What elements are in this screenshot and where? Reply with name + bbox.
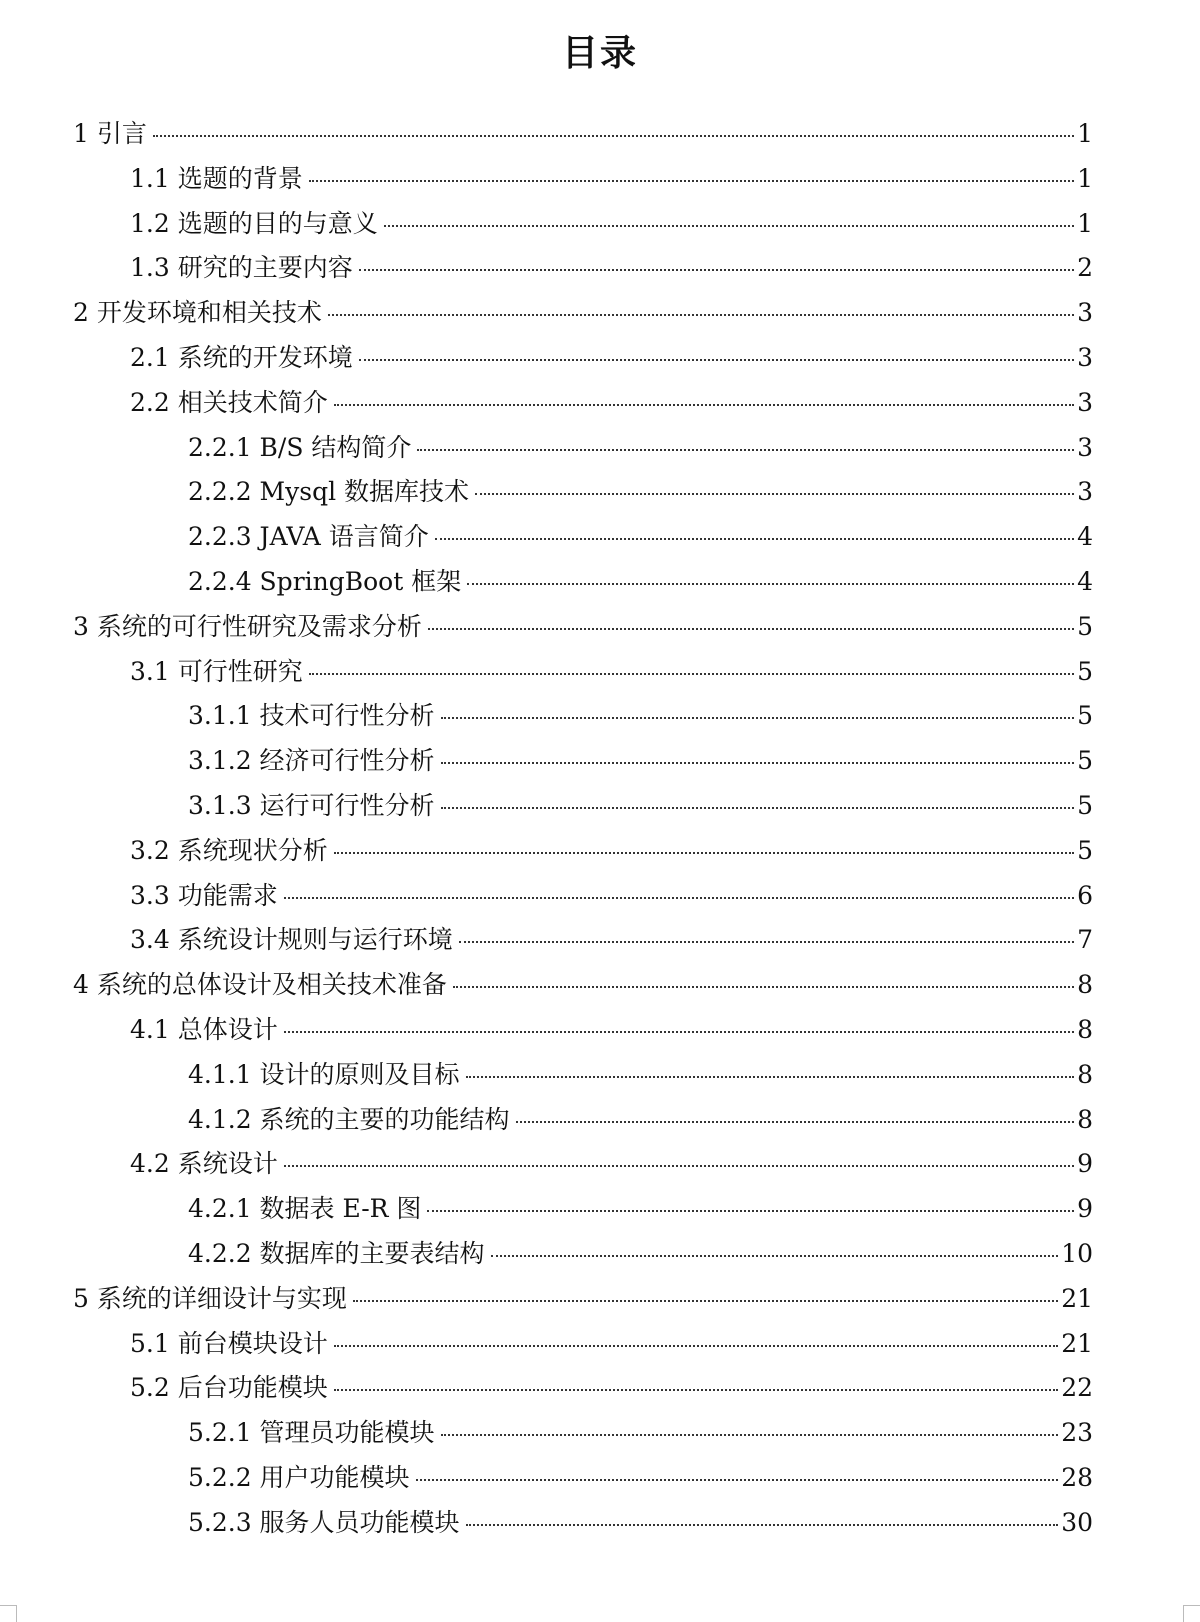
- toc-dot-leader: [427, 1209, 1074, 1212]
- toc-entry-label: 4 系统的总体设计及相关技术准备: [73, 970, 447, 1000]
- page-title: 目录: [561, 33, 638, 74]
- toc-entry-page-number: 22: [1061, 1373, 1093, 1403]
- toc-entry[interactable]: [130, 1324, 1093, 1364]
- toc-dot-leader: [384, 224, 1074, 227]
- toc-entry[interactable]: [130, 383, 1093, 423]
- toc-dot-leader: [441, 716, 1075, 719]
- toc-entry[interactable]: [73, 114, 1093, 154]
- toc-entry[interactable]: [188, 1055, 1093, 1095]
- toc-dot-leader: [475, 492, 1074, 495]
- toc-entry[interactable]: [130, 1144, 1093, 1184]
- toc-entry-page-number: 10: [1061, 1239, 1093, 1268]
- toc-dot-leader: [516, 1120, 1075, 1123]
- toc-entry[interactable]: [188, 1100, 1093, 1140]
- toc-entry-page-number: 5: [1077, 611, 1093, 641]
- toc-entry-page-number: 4: [1077, 567, 1093, 596]
- toc-entry[interactable]: [73, 293, 1093, 333]
- toc-dot-leader: [334, 403, 1074, 406]
- toc-entry-page-number: 5: [1077, 791, 1093, 820]
- toc-entry-page-number: 30: [1061, 1507, 1093, 1537]
- toc-entry-page-number: 5: [1077, 656, 1093, 686]
- toc-dot-leader: [309, 672, 1074, 675]
- toc-entry[interactable]: [188, 428, 1093, 468]
- toc-entry-label: 2.1 系统的开发环境: [130, 343, 353, 372]
- toc-entry[interactable]: [188, 696, 1093, 736]
- toc-entry[interactable]: [130, 831, 1093, 871]
- toc-entry-label: 1.2 选题的目的与意义: [130, 208, 378, 238]
- toc-entry-page-number: 1: [1077, 119, 1093, 148]
- toc-dot-leader: [416, 1478, 1059, 1481]
- toc-entry[interactable]: [130, 338, 1093, 378]
- toc-entry-page-number: 8: [1077, 1059, 1093, 1089]
- toc-entry[interactable]: [188, 562, 1093, 602]
- toc-entry[interactable]: [188, 1413, 1093, 1453]
- toc-entry-label: 3 系统的可行性研究及需求分析: [73, 611, 422, 641]
- toc-entry[interactable]: [188, 786, 1093, 826]
- toc-dot-leader: [153, 134, 1074, 137]
- toc-entry-label: 2.2.1 B/S 结构简介: [188, 432, 412, 462]
- toc-entry-page-number: 3: [1077, 387, 1093, 417]
- toc-entry-page-number: 2: [1077, 253, 1093, 283]
- toc-entry-label: 5.2.1 管理员功能模块: [188, 1418, 435, 1448]
- toc-entry-label: 1.3 研究的主要内容: [130, 253, 353, 283]
- toc-entry-label: 2.2.3 JAVA 语言简介: [188, 522, 429, 552]
- toc-entry-label: 4.1.2 系统的主要的功能结构: [188, 1104, 510, 1134]
- toc-entry-label: 1.1 选题的背景: [130, 163, 303, 193]
- toc-entry-label: 3.2 系统现状分析: [130, 835, 328, 865]
- page-corner-mark-left: [0, 1605, 17, 1622]
- toc-entry-label: 2.2.2 Mysql 数据库技术: [188, 477, 470, 507]
- toc-entry-page-number: 21: [1061, 1328, 1093, 1358]
- toc-entry[interactable]: [130, 159, 1093, 199]
- toc-entry[interactable]: [188, 1458, 1093, 1498]
- toc-entry-page-number: 1: [1077, 163, 1093, 193]
- toc-entry-page-number: 4: [1077, 522, 1093, 552]
- toc-dot-leader: [359, 268, 1074, 271]
- toc-entry-page-number: 8: [1077, 970, 1093, 1000]
- toc-entry[interactable]: [130, 652, 1093, 692]
- toc-dot-leader: [353, 1299, 1058, 1302]
- toc-dot-leader: [334, 851, 1074, 854]
- toc-dot-leader: [441, 806, 1075, 809]
- toc-dot-leader: [491, 1254, 1059, 1257]
- toc-entry-page-number: 8: [1077, 1104, 1093, 1134]
- toc-entry-label: 5.2.2 用户功能模块: [188, 1463, 410, 1492]
- toc-dot-leader: [453, 985, 1074, 988]
- toc-dot-leader: [466, 1075, 1075, 1078]
- toc-entry-label: 2.2.4 SpringBoot 框架: [188, 567, 462, 596]
- toc-entry-page-number: 23: [1061, 1418, 1093, 1448]
- toc-dot-leader: [467, 582, 1074, 585]
- toc-entry[interactable]: [130, 920, 1093, 960]
- toc-entry-page-number: 21: [1061, 1283, 1093, 1313]
- toc-dot-leader: [359, 358, 1074, 361]
- toc-dot-leader: [284, 1164, 1074, 1167]
- toc-dot-leader: [435, 537, 1074, 540]
- toc-entry-page-number: 9: [1077, 1194, 1093, 1224]
- toc-entry[interactable]: [188, 472, 1093, 512]
- toc-entry-page-number: 5: [1077, 746, 1093, 776]
- toc-entry[interactable]: [130, 1368, 1093, 1408]
- toc-entry[interactable]: [130, 204, 1093, 244]
- toc-dot-leader: [441, 1433, 1059, 1436]
- toc-entry-label: 2.2 相关技术简介: [130, 387, 328, 417]
- toc-entry[interactable]: [130, 876, 1093, 916]
- toc-entry[interactable]: [130, 248, 1093, 288]
- toc-entry[interactable]: [73, 1279, 1093, 1319]
- toc-entry-page-number: 28: [1061, 1463, 1093, 1492]
- toc-dot-leader: [441, 761, 1075, 764]
- toc-entry-page-number: 7: [1077, 925, 1093, 955]
- toc-entry-label: 1 引言: [73, 119, 147, 148]
- toc-dot-leader: [417, 448, 1074, 451]
- toc-entry[interactable]: [188, 741, 1093, 781]
- toc-entry-page-number: 5: [1077, 835, 1093, 865]
- toc-entry-label: 4.2 系统设计: [130, 1149, 278, 1179]
- toc-entry[interactable]: [188, 1234, 1093, 1274]
- toc-entry-label: 5.2 后台功能模块: [130, 1373, 328, 1403]
- toc-entry-page-number: 3: [1077, 432, 1093, 462]
- toc-dot-leader: [284, 896, 1074, 899]
- toc-entry-page-number: 3: [1077, 343, 1093, 372]
- toc-entry-label: 4.2.2 数据库的主要表结构: [188, 1239, 485, 1268]
- toc-entry-page-number: 8: [1077, 1015, 1093, 1044]
- toc-entry-page-number: 6: [1077, 880, 1093, 910]
- toc-entry-label: 5 系统的详细设计与实现: [73, 1283, 347, 1313]
- toc-entry-page-number: 1: [1077, 208, 1093, 238]
- toc-entry-label: 4.1.1 设计的原则及目标: [188, 1059, 460, 1089]
- toc-dot-leader: [459, 940, 1074, 943]
- toc-entry[interactable]: [188, 1189, 1093, 1229]
- toc-entry-label: 4.2.1 数据表 E-R 图: [188, 1194, 422, 1224]
- toc-entry-label: 3.3 功能需求: [130, 880, 278, 910]
- toc-entry-label: 3.1 可行性研究: [130, 656, 303, 686]
- toc-entry-label: 5.2.3 服务人员功能模块: [188, 1507, 460, 1537]
- toc-entry-label: 3.4 系统设计规则与运行环境: [130, 925, 453, 955]
- toc-entry-label: 5.1 前台模块设计: [130, 1328, 328, 1358]
- toc-entry[interactable]: [73, 965, 1093, 1005]
- toc-entry[interactable]: [188, 517, 1093, 557]
- toc-entry-page-number: 9: [1077, 1149, 1093, 1179]
- toc-entry-page-number: 3: [1077, 477, 1093, 507]
- toc-dot-leader: [334, 1388, 1058, 1391]
- toc-entry-label: 4.1 总体设计: [130, 1015, 278, 1044]
- toc-entry[interactable]: [130, 1010, 1093, 1050]
- toc-dot-leader: [309, 179, 1074, 182]
- toc-entry-label: 2 开发环境和相关技术: [73, 298, 322, 328]
- toc-entry-label: 3.1.1 技术可行性分析: [188, 701, 435, 731]
- toc-entry-label: 3.1.3 运行可行性分析: [188, 791, 435, 820]
- toc-entry-page-number: 5: [1077, 701, 1093, 731]
- page-corner-mark-right: [1183, 1605, 1200, 1622]
- toc-dot-leader: [428, 627, 1074, 630]
- toc-dot-leader: [284, 1030, 1074, 1033]
- toc-entry-label: 3.1.2 经济可行性分析: [188, 746, 435, 776]
- toc-dot-leader: [328, 313, 1074, 316]
- toc-entry[interactable]: [188, 1503, 1093, 1543]
- toc-dot-leader: [334, 1344, 1058, 1347]
- toc-dot-leader: [466, 1523, 1059, 1526]
- toc-entry-page-number: 3: [1077, 298, 1093, 328]
- toc-entry[interactable]: [73, 607, 1093, 647]
